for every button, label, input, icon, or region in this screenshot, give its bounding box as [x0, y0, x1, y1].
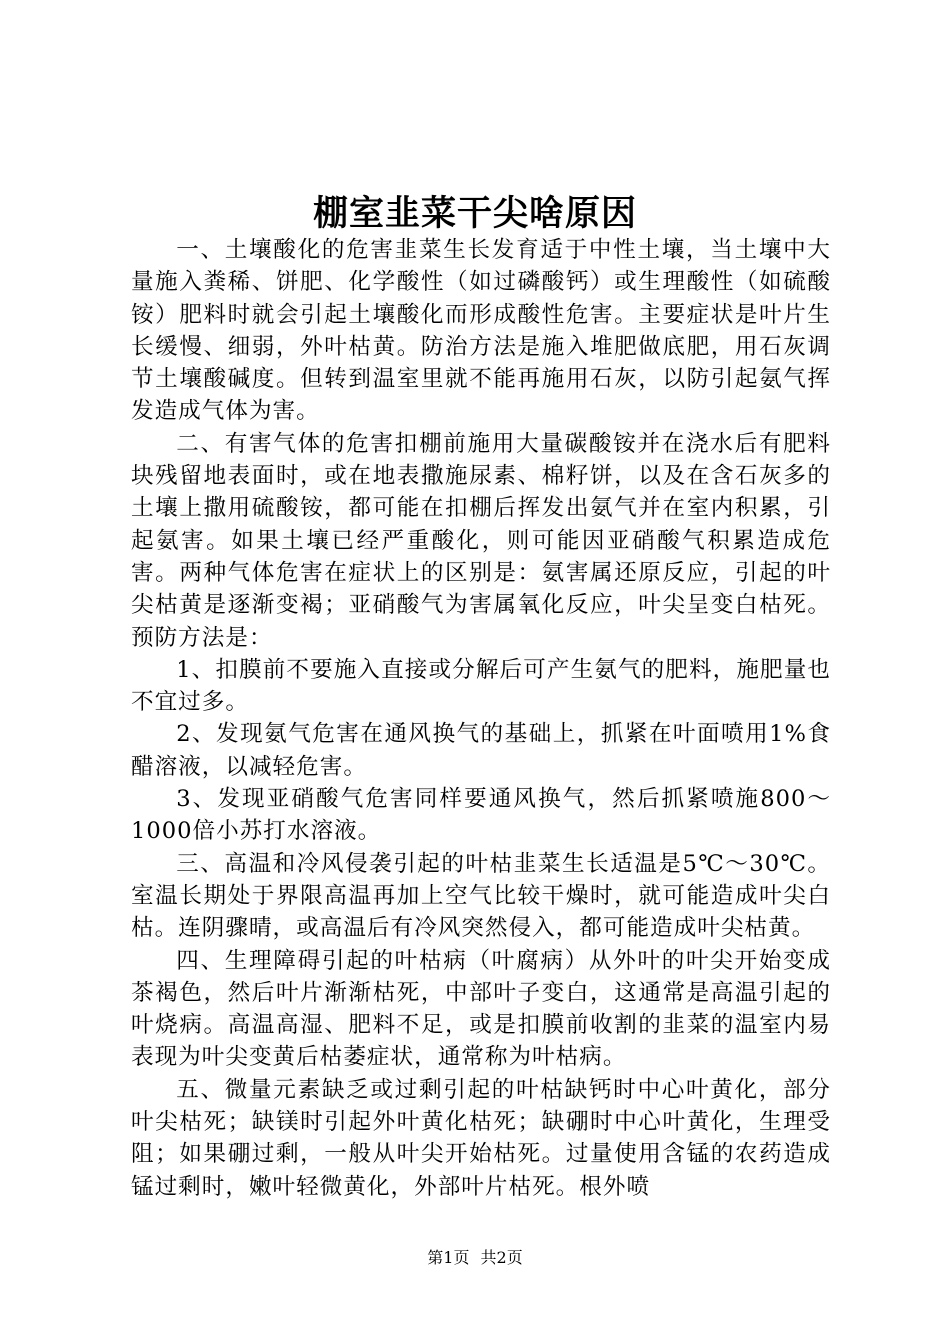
paragraph-micronutrient: 五、微量元素缺乏或过剩引起的叶枯缺钙时中心叶黄化，部分叶尖枯死；缺镁时引起外叶黄化枯死；缺硼时中心叶黄化，生理受阻；如果硼过剩，一般从叶尖开始枯死。过量使用含锰的农药造成锰过剩时，嫩叶轻微黄化，外部叶片枯死。根外喷 [131, 1076, 831, 1200]
paragraph-harmful-gas: 二、有害气体的危害扣棚前施用大量碳酸铵并在浇水后有肥料块残留地表面时，或在地表撒施尿素、棉籽饼，以及在含石灰多的土壤上撒用硫酸铵，都可能在扣棚后挥发出氨气并在室内积累，引起氨害。如果土壤已经严重酸化，则可能因亚硝酸气积累造成危害。两种气体危害在症状上的区别是：氨害属还原反应，引起的叶尖枯黄是逐渐变褐；亚硝酸气为害属氧化反应，叶尖呈变白枯死。预防方法是： [131, 430, 831, 651]
page-number: 第1页 [427, 1248, 470, 1267]
document-title: 棚室韭菜干尖啥原因 [312, 193, 637, 234]
page-footer [0, 1245, 950, 1268]
paragraph-soil-acidification: 一、土壤酸化的危害韭菜生长发育适于中性土壤，当土壤中大量施入粪稀、饼肥、化学酸性（如过磷酸钙）或生理酸性（如硫酸铵）肥料时就会引起土壤酸化而形成酸性危害。主要症状是叶片生长缓慢、细弱，外叶枯黄。防治方法是施入堆肥做底肥，用石灰调节土壤酸碱度。但转到温室里就不能再施用石灰，以防引起氨气挥发造成气体为害。 [131, 237, 831, 425]
list-item-prevention-3: 3、发现亚硝酸气危害同样要通风换气，然后抓紧喷施800～1000倍小苏打水溶液。 [131, 786, 831, 845]
paragraph-high-temperature: 三、高温和冷风侵袭引起的叶枯韭菜生长适温是5℃～30℃。室温长期处于界限高温再加上空气比较干燥时，就可能造成叶尖白枯。连阴骤晴，或高温后有冷风突然侵入，都可能造成叶尖枯黄。 [131, 850, 831, 942]
paragraph-physiological-disorder: 四、生理障碍引起的叶枯病（叶腐病）从外叶的叶尖开始变成茶褐色，然后叶片渐渐枯死，中部叶子变白，这通常是高温引起的叶烧病。高温高湿、肥料不足，或是扣膜前收割的韭菜的温室内易表现为叶尖变黄后枯萎症状，通常称为叶枯病。 [131, 947, 831, 1071]
list-item-prevention-2: 2、发现氨气危害在通风换气的基础上，抓紧在叶面喷用1%食醋溶液，以减轻危害。 [131, 721, 831, 780]
list-item-prevention-1: 1、扣膜前不要施入直接或分解后可产生氨气的肥料，施肥量也不宜过多。 [131, 656, 831, 716]
document-body [131, 234, 831, 1203]
page-total: 共2页 [480, 1248, 523, 1267]
